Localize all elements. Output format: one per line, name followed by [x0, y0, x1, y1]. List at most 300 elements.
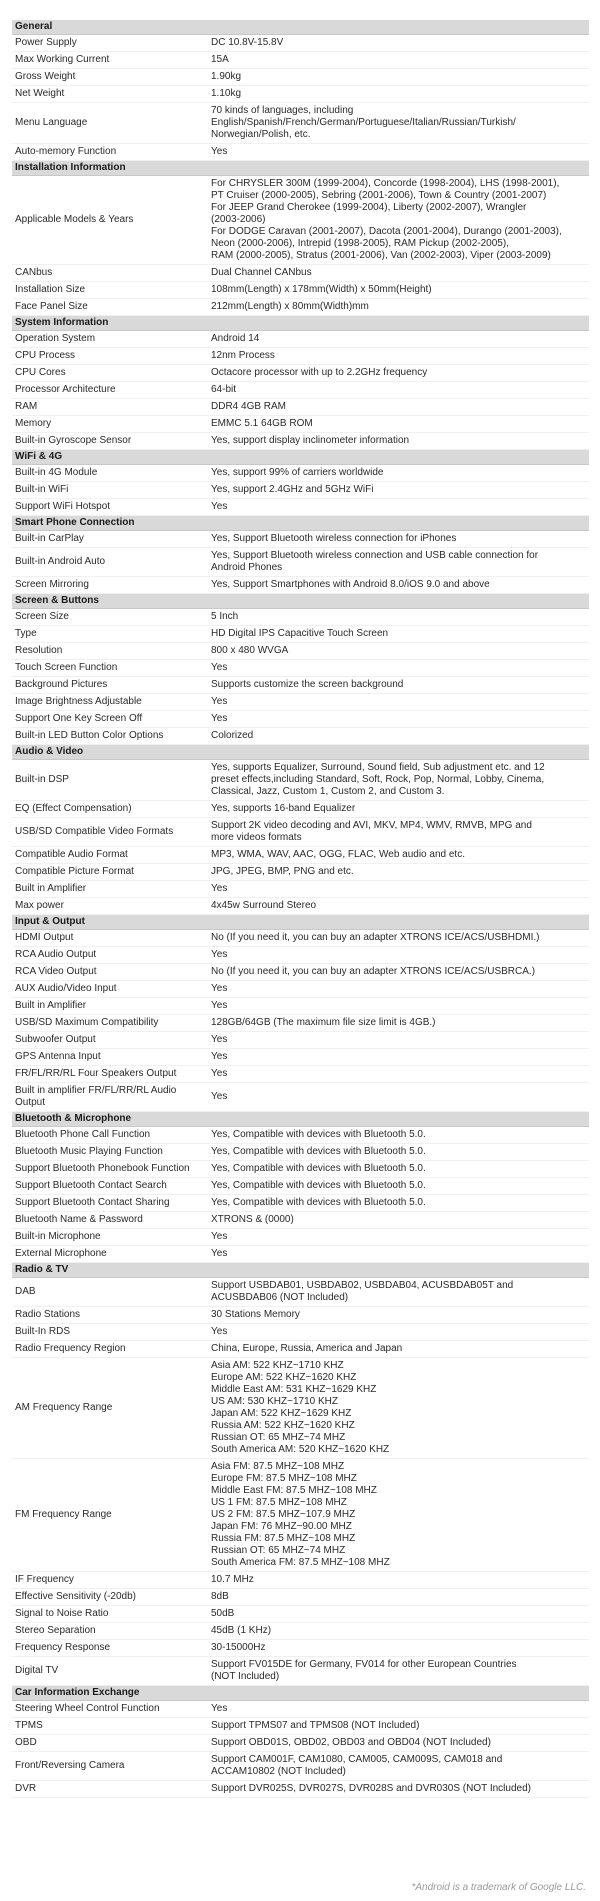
spec-value [206, 947, 589, 964]
spec-row [12, 365, 589, 382]
spec-row [12, 1246, 589, 1263]
spec-label: Support One Key Screen Off [12, 711, 206, 728]
spec-label: Built-in 4G Module [12, 465, 206, 482]
spec-value-line: Colorized [211, 730, 254, 741]
spec-value-line: Yes [211, 662, 228, 673]
spec-table [12, 20, 589, 1798]
spec-row [12, 1066, 589, 1083]
spec-value-line: Europe FM: 87.5 MHZ~108 MHZ [211, 1473, 357, 1484]
spec-value [206, 964, 589, 981]
spec-row [12, 1161, 589, 1178]
spec-value [206, 626, 589, 643]
spec-value-line: Yes [211, 1248, 228, 1259]
spec-row [12, 818, 589, 847]
spec-label: USB/SD Compatible Video Formats [12, 818, 206, 847]
spec-value-line: 212mm(Length) x 80mm(Width)mm [211, 301, 369, 312]
spec-value [206, 548, 589, 577]
spec-value [206, 1307, 589, 1324]
spec-row [12, 1278, 589, 1307]
spec-label: Support Bluetooth Phonebook Function [12, 1161, 206, 1178]
spec-label: Radio Frequency Region [12, 1341, 206, 1358]
spec-label: Compatible Audio Format [12, 847, 206, 864]
spec-label: OBD [12, 1735, 206, 1752]
spec-value [206, 1358, 589, 1459]
spec-row [12, 1015, 589, 1032]
spec-value-line: Japan FM: 76 MHZ~90.00 MHZ [211, 1521, 352, 1532]
spec-row [12, 1781, 589, 1798]
spec-value [206, 144, 589, 161]
spec-value-line: Europe AM: 522 KHZ~1620 KHZ [211, 1372, 357, 1383]
spec-value [206, 898, 589, 915]
spec-row [12, 86, 589, 103]
spec-value [206, 1701, 589, 1718]
spec-value-line: XTRONS & (0000) [211, 1214, 294, 1225]
spec-value-line: Support CAM001F, CAM1080, CAM005, CAM009S, CAM018 and [211, 1754, 503, 1765]
spec-value-line: Yes, Compatible with devices with Bluetooth 5.0. [211, 1197, 426, 1208]
spec-value-line: South America FM: 87.5 MHZ~108 MHZ [211, 1557, 390, 1568]
spec-value [206, 930, 589, 947]
spec-value-line: ACUSBDAB06 (NOT Included) [211, 1292, 349, 1303]
spec-row [12, 299, 589, 316]
spec-value-line: 108mm(Length) x 178mm(Width) x 50mm(Height) [211, 284, 432, 295]
section-header [12, 20, 589, 35]
spec-label: Built-in Gyroscope Sensor [12, 433, 206, 450]
spec-row [12, 1307, 589, 1324]
spec-row [12, 103, 589, 144]
spec-value-line: Yes, Compatible with devices with Bluetooth 5.0. [211, 1146, 426, 1157]
spec-value [206, 331, 589, 348]
spec-label: Bluetooth Music Playing Function [12, 1144, 206, 1161]
spec-value [206, 69, 589, 86]
spec-value-line: Japan AM: 522 KHZ~1629 KHZ [211, 1408, 352, 1419]
section-header [12, 594, 589, 609]
spec-value-line: Yes [211, 1051, 228, 1062]
spec-label: Processor Architecture [12, 382, 206, 399]
spec-value [206, 1212, 589, 1229]
spec-value-line: EMMC 5.1 64GB ROM [211, 418, 313, 429]
spec-label: Compatible Picture Format [12, 864, 206, 881]
spec-value-line: Dual Channel CANbus [211, 267, 312, 278]
spec-value-line: Octacore processor with up to 2.2GHz frequency [211, 367, 428, 378]
spec-value [206, 1572, 589, 1589]
spec-value-line: more videos formats [211, 832, 302, 843]
spec-value [206, 365, 589, 382]
spec-label: Touch Screen Function [12, 660, 206, 677]
spec-row [12, 643, 589, 660]
spec-value [206, 760, 589, 801]
spec-row [12, 348, 589, 365]
spec-value-line: Asia FM: 87.5 MHZ~108 MHZ [211, 1461, 345, 1472]
spec-value [206, 1781, 589, 1798]
spec-row [12, 1212, 589, 1229]
spec-value-line: Norwegian/Polish, etc. [211, 129, 311, 140]
spec-label: Resolution [12, 643, 206, 660]
spec-row [12, 1032, 589, 1049]
spec-value [206, 1341, 589, 1358]
spec-value [206, 465, 589, 482]
spec-value [206, 1195, 589, 1212]
spec-value-line: Yes [211, 146, 228, 157]
spec-row [12, 1358, 589, 1459]
spec-value-line: RAM (2000-2005), Stratus (2001-2006), Van (2002-2003), Viper (2003-2009) [211, 250, 551, 261]
spec-value-line: US AM: 530 KHZ~1710 KHZ [211, 1396, 339, 1407]
spec-label: Built-In RDS [12, 1324, 206, 1341]
section-title: Radio & TV [12, 1263, 589, 1278]
spec-label: Support Bluetooth Contact Search [12, 1178, 206, 1195]
spec-label: Face Panel Size [12, 299, 206, 316]
spec-row [12, 1459, 589, 1572]
spec-value [206, 1144, 589, 1161]
spec-value [206, 1623, 589, 1640]
spec-label: Operation System [12, 331, 206, 348]
spec-row [12, 847, 589, 864]
section-title: Bluetooth & Microphone [12, 1112, 589, 1127]
spec-label: Built-in LED Button Color Options [12, 728, 206, 745]
spec-value [206, 1752, 589, 1781]
spec-value [206, 1657, 589, 1686]
spec-row [12, 711, 589, 728]
spec-row [12, 35, 589, 52]
spec-label: Auto-memory Function [12, 144, 206, 161]
spec-label: RCA Audio Output [12, 947, 206, 964]
spec-value-line: 30 Stations Memory [211, 1309, 300, 1320]
spec-row [12, 282, 589, 299]
spec-value-line: 1.90kg [211, 71, 242, 82]
spec-value [206, 1161, 589, 1178]
spec-table-body [12, 20, 589, 1798]
spec-row [12, 1572, 589, 1589]
spec-value [206, 499, 589, 516]
spec-value-line: 64-bit [211, 384, 237, 395]
spec-value-line: Russian OT: 65 MHZ~74 MHZ [211, 1545, 346, 1556]
section-header [12, 745, 589, 760]
spec-row [12, 399, 589, 416]
spec-value-line: No (If you need it, you can buy an adapter XTRONS ICE/ACS/USBHDMI.) [211, 932, 540, 943]
spec-value-line: 10.7 MHz [211, 1574, 254, 1585]
section-title: Installation Information [12, 161, 589, 176]
spec-value [206, 52, 589, 69]
spec-value-line: 15A [211, 54, 229, 65]
spec-value-line: Yes, Support Bluetooth wireless connection and USB cable connection for [211, 550, 539, 561]
spec-value-line: Yes, support 99% of carriers worldwide [211, 467, 384, 478]
spec-value-line: Yes, Support Smartphones with Android 8.0/iOS 9.0 and above [211, 579, 490, 590]
section-title: Audio & Video [12, 745, 589, 760]
spec-label: Memory [12, 416, 206, 433]
spec-row [12, 801, 589, 818]
spec-row [12, 1324, 589, 1341]
spec-value [206, 1032, 589, 1049]
spec-row [12, 331, 589, 348]
spec-row [12, 1341, 589, 1358]
spec-row [12, 1735, 589, 1752]
spec-value-line: 1.10kg [211, 88, 242, 99]
section-header [12, 915, 589, 930]
spec-label: RCA Video Output [12, 964, 206, 981]
spec-label: Subwoofer Output [12, 1032, 206, 1049]
section-title: WiFi & 4G [12, 450, 589, 465]
spec-value [206, 1246, 589, 1263]
spec-value-line: Yes [211, 1000, 228, 1011]
spec-value-line: US 2 FM: 87.5 MHZ~107.9 MHZ [211, 1509, 356, 1520]
spec-value-line: Yes [211, 1091, 228, 1102]
section-header [12, 1686, 589, 1701]
spec-value [206, 694, 589, 711]
spec-value-line: Russian OT: 65 MHZ~74 MHZ [211, 1432, 346, 1443]
spec-row [12, 998, 589, 1015]
spec-value-line: (NOT Included) [211, 1671, 280, 1682]
spec-label: AM Frequency Range [12, 1358, 206, 1459]
spec-value-line: 8dB [211, 1591, 229, 1602]
spec-row [12, 1623, 589, 1640]
spec-value-line: Classical, Jazz, Custom 1, Custom 2, and Custom 3. [211, 786, 445, 797]
spec-value-line: For JEEP Grand Cherokee (1999-2004), Liberty (2002-2007), Wrangler [211, 202, 527, 213]
spec-value [206, 531, 589, 548]
spec-row [12, 416, 589, 433]
spec-value-line: Yes [211, 949, 228, 960]
spec-value-line: For CHRYSLER 300M (1999-2004), Concorde (1998-2004), LHS (1998-2001), [211, 178, 560, 189]
spec-label: AUX Audio/Video Input [12, 981, 206, 998]
spec-label: TPMS [12, 1718, 206, 1735]
trademark-footnote: *Android is a trademark of Google LLC. [411, 1882, 586, 1893]
spec-row [12, 898, 589, 915]
spec-value [206, 1127, 589, 1144]
spec-value-line: Support FV015DE for Germany, FV014 for other European Countries [211, 1659, 517, 1670]
spec-value [206, 1278, 589, 1307]
spec-label: Radio Stations [12, 1307, 206, 1324]
spec-value [206, 864, 589, 881]
spec-value [206, 847, 589, 864]
spec-value [206, 1324, 589, 1341]
spec-label: Built in Amplifier [12, 998, 206, 1015]
spec-value-line: Yes [211, 501, 228, 512]
spec-value [206, 981, 589, 998]
spec-row [12, 864, 589, 881]
spec-value-line: Yes, supports 16-band Equalizer [211, 803, 356, 814]
spec-value-line: HD Digital IPS Capacitive Touch Screen [211, 628, 389, 639]
section-header [12, 161, 589, 176]
spec-row [12, 1657, 589, 1686]
spec-label: External Microphone [12, 1246, 206, 1263]
spec-value-line: 800 x 480 WVGA [211, 645, 289, 656]
spec-value-line: Yes [211, 1703, 228, 1714]
spec-value-line: 70 kinds of languages, including [211, 105, 354, 116]
spec-row [12, 694, 589, 711]
spec-value-line: (2003-2006) [211, 214, 266, 225]
spec-value [206, 1640, 589, 1657]
section-header [12, 450, 589, 465]
spec-row [12, 482, 589, 499]
spec-value-line: Middle East FM: 87.5 MHZ~108 MHZ [211, 1485, 377, 1496]
spec-label: Digital TV [12, 1657, 206, 1686]
spec-label: Front/Reversing Camera [12, 1752, 206, 1781]
section-title: Screen & Buttons [12, 594, 589, 609]
spec-value-line: JPG, JPEG, BMP, PNG and etc. [211, 866, 354, 877]
spec-label: Signal to Noise Ratio [12, 1606, 206, 1623]
spec-value-line: Yes [211, 1034, 228, 1045]
spec-value [206, 660, 589, 677]
spec-label: Bluetooth Phone Call Function [12, 1127, 206, 1144]
spec-label: Built-in Android Auto [12, 548, 206, 577]
spec-label: CPU Process [12, 348, 206, 365]
spec-value [206, 1049, 589, 1066]
spec-value-line: 12nm Process [211, 350, 275, 361]
spec-value [206, 1178, 589, 1195]
spec-label: HDMI Output [12, 930, 206, 947]
section-header [12, 316, 589, 331]
spec-value-line: Asia AM: 522 KHZ~1710 KHZ [211, 1360, 344, 1371]
spec-label: Screen Mirroring [12, 577, 206, 594]
spec-label: EQ (Effect Compensation) [12, 801, 206, 818]
spec-value-line: Yes, Compatible with devices with Bluetooth 5.0. [211, 1180, 426, 1191]
spec-value [206, 416, 589, 433]
spec-value [206, 677, 589, 694]
spec-value-line: Yes, Compatible with devices with Bluetooth 5.0. [211, 1163, 426, 1174]
spec-row [12, 1083, 589, 1112]
spec-label: RAM [12, 399, 206, 416]
spec-value-line: MP3, WMA, WAV, AAC, OGG, FLAC, Web audio and etc. [211, 849, 465, 860]
spec-row [12, 1229, 589, 1246]
spec-value [206, 818, 589, 847]
spec-value-line: Yes [211, 1231, 228, 1242]
spec-row [12, 382, 589, 399]
spec-label: Built-in CarPlay [12, 531, 206, 548]
spec-value [206, 1606, 589, 1623]
spec-row [12, 144, 589, 161]
spec-value [206, 103, 589, 144]
spec-label: Support Bluetooth Contact Sharing [12, 1195, 206, 1212]
spec-value [206, 643, 589, 660]
spec-label: IF Frequency [12, 1572, 206, 1589]
spec-label: GPS Antenna Input [12, 1049, 206, 1066]
spec-value [206, 609, 589, 626]
spec-value-line: Yes, support 2.4GHz and 5GHz WiFi [211, 484, 374, 495]
spec-row [12, 609, 589, 626]
section-title: System Information [12, 316, 589, 331]
spec-row [12, 499, 589, 516]
spec-value [206, 1015, 589, 1032]
spec-value [206, 1229, 589, 1246]
spec-row [12, 881, 589, 898]
section-header [12, 1263, 589, 1278]
spec-label: DVR [12, 1781, 206, 1798]
spec-row [12, 1144, 589, 1161]
spec-label: Stereo Separation [12, 1623, 206, 1640]
spec-label: Frequency Response [12, 1640, 206, 1657]
spec-row [12, 930, 589, 947]
spec-value-line: Yes, Support Bluetooth wireless connection for iPhones [211, 533, 457, 544]
spec-value-line: Yes [211, 1068, 228, 1079]
spec-row [12, 964, 589, 981]
spec-row [12, 1049, 589, 1066]
spec-value [206, 1718, 589, 1735]
spec-value-line: South America AM: 520 KHZ~1620 KHZ [211, 1444, 390, 1455]
spec-row [12, 1127, 589, 1144]
spec-value-line: US 1 FM: 87.5 MHZ~108 MHZ [211, 1497, 347, 1508]
spec-value [206, 433, 589, 450]
spec-label: Image Brightness Adjustable [12, 694, 206, 711]
spec-row [12, 265, 589, 282]
spec-value [206, 399, 589, 416]
spec-row [12, 577, 589, 594]
spec-row [12, 947, 589, 964]
spec-value-line: No (If you need it, you can buy an adapter XTRONS ICE/ACS/USBRCA.) [211, 966, 536, 977]
section-header [12, 516, 589, 531]
spec-value [206, 577, 589, 594]
spec-label: Built in Amplifier [12, 881, 206, 898]
spec-row [12, 626, 589, 643]
section-title: Input & Output [12, 915, 589, 930]
spec-row [12, 660, 589, 677]
spec-row [12, 677, 589, 694]
spec-value-line: China, Europe, Russia, America and Japan [211, 1343, 403, 1354]
spec-value [206, 711, 589, 728]
spec-label: Max Working Current [12, 52, 206, 69]
spec-label: Built-in WiFi [12, 482, 206, 499]
spec-label: USB/SD Maximum Compatibility [12, 1015, 206, 1032]
spec-value-line: Yes, supports Equalizer, Surround, Sound field, Sub adjustment etc. and 12 [211, 762, 545, 773]
spec-row [12, 1640, 589, 1657]
spec-value [206, 176, 589, 265]
spec-label: Installation Size [12, 282, 206, 299]
spec-label: Steering Wheel Control Function [12, 1701, 206, 1718]
spec-value-line: DDR4 4GB RAM [211, 401, 287, 412]
spec-value-line: DC 10.8V-15.8V [211, 37, 284, 48]
spec-label: CANbus [12, 265, 206, 282]
spec-value-line: Neon (2000-2006), Intrepid (1998-2005), RAM Pickup (2002-2005), [211, 238, 509, 249]
spec-value [206, 265, 589, 282]
spec-value [206, 282, 589, 299]
section-title: General [12, 20, 589, 35]
section-title: Car Information Exchange [12, 1686, 589, 1701]
spec-value-line: Supports customize the screen background [211, 679, 404, 690]
spec-value [206, 1735, 589, 1752]
spec-value-line: English/Spanish/French/German/Portuguese/Italian/Russian/Turkish/ [211, 117, 516, 128]
spec-label: Support WiFi Hotspot [12, 499, 206, 516]
spec-label: Built-in Microphone [12, 1229, 206, 1246]
spec-row [12, 981, 589, 998]
spec-row [12, 433, 589, 450]
spec-row [12, 1195, 589, 1212]
spec-value-line: Yes [211, 883, 228, 894]
spec-label: Type [12, 626, 206, 643]
spec-row [12, 728, 589, 745]
spec-value-line: Android Phones [211, 562, 283, 573]
spec-value [206, 348, 589, 365]
spec-row [12, 52, 589, 69]
spec-value [206, 801, 589, 818]
spec-value-line: Support USBDAB01, USBDAB02, USBDAB04, ACUSBDAB05T and [211, 1280, 514, 1291]
spec-value [206, 299, 589, 316]
spec-value [206, 382, 589, 399]
spec-label: Net Weight [12, 86, 206, 103]
spec-value-line: PT Cruiser (2000-2005), Sebring (2001-2006), Town & Country (2001-2007) [211, 190, 547, 201]
spec-value [206, 1589, 589, 1606]
spec-row [12, 1701, 589, 1718]
spec-value-line: Support 2K video decoding and AVI, MKV, MP4, WMV, RMVB, MPG and [211, 820, 532, 831]
spec-value-line: Russia FM: 87.5 MHZ~108 MHZ [211, 1533, 356, 1544]
spec-value-line: Yes [211, 983, 228, 994]
spec-row [12, 1606, 589, 1623]
spec-label: Bluetooth Name & Password [12, 1212, 206, 1229]
spec-value-line: Support OBD01S, OBD02, OBD03 and OBD04 (NOT Included) [211, 1737, 491, 1748]
spec-value-line: For DODGE Caravan (2001-2007), Dacota (2001-2004), Durango (2001-2003), [211, 226, 562, 237]
spec-label: Built-in DSP [12, 760, 206, 801]
spec-value-line: Yes, Compatible with devices with Bluetooth 5.0. [211, 1129, 426, 1140]
spec-value-line: Yes [211, 1326, 228, 1337]
spec-value-line: 30-15000Hz [211, 1642, 266, 1653]
spec-label: Built in amplifier FR/FL/RR/RL Audio Output [12, 1083, 206, 1112]
spec-row [12, 1178, 589, 1195]
